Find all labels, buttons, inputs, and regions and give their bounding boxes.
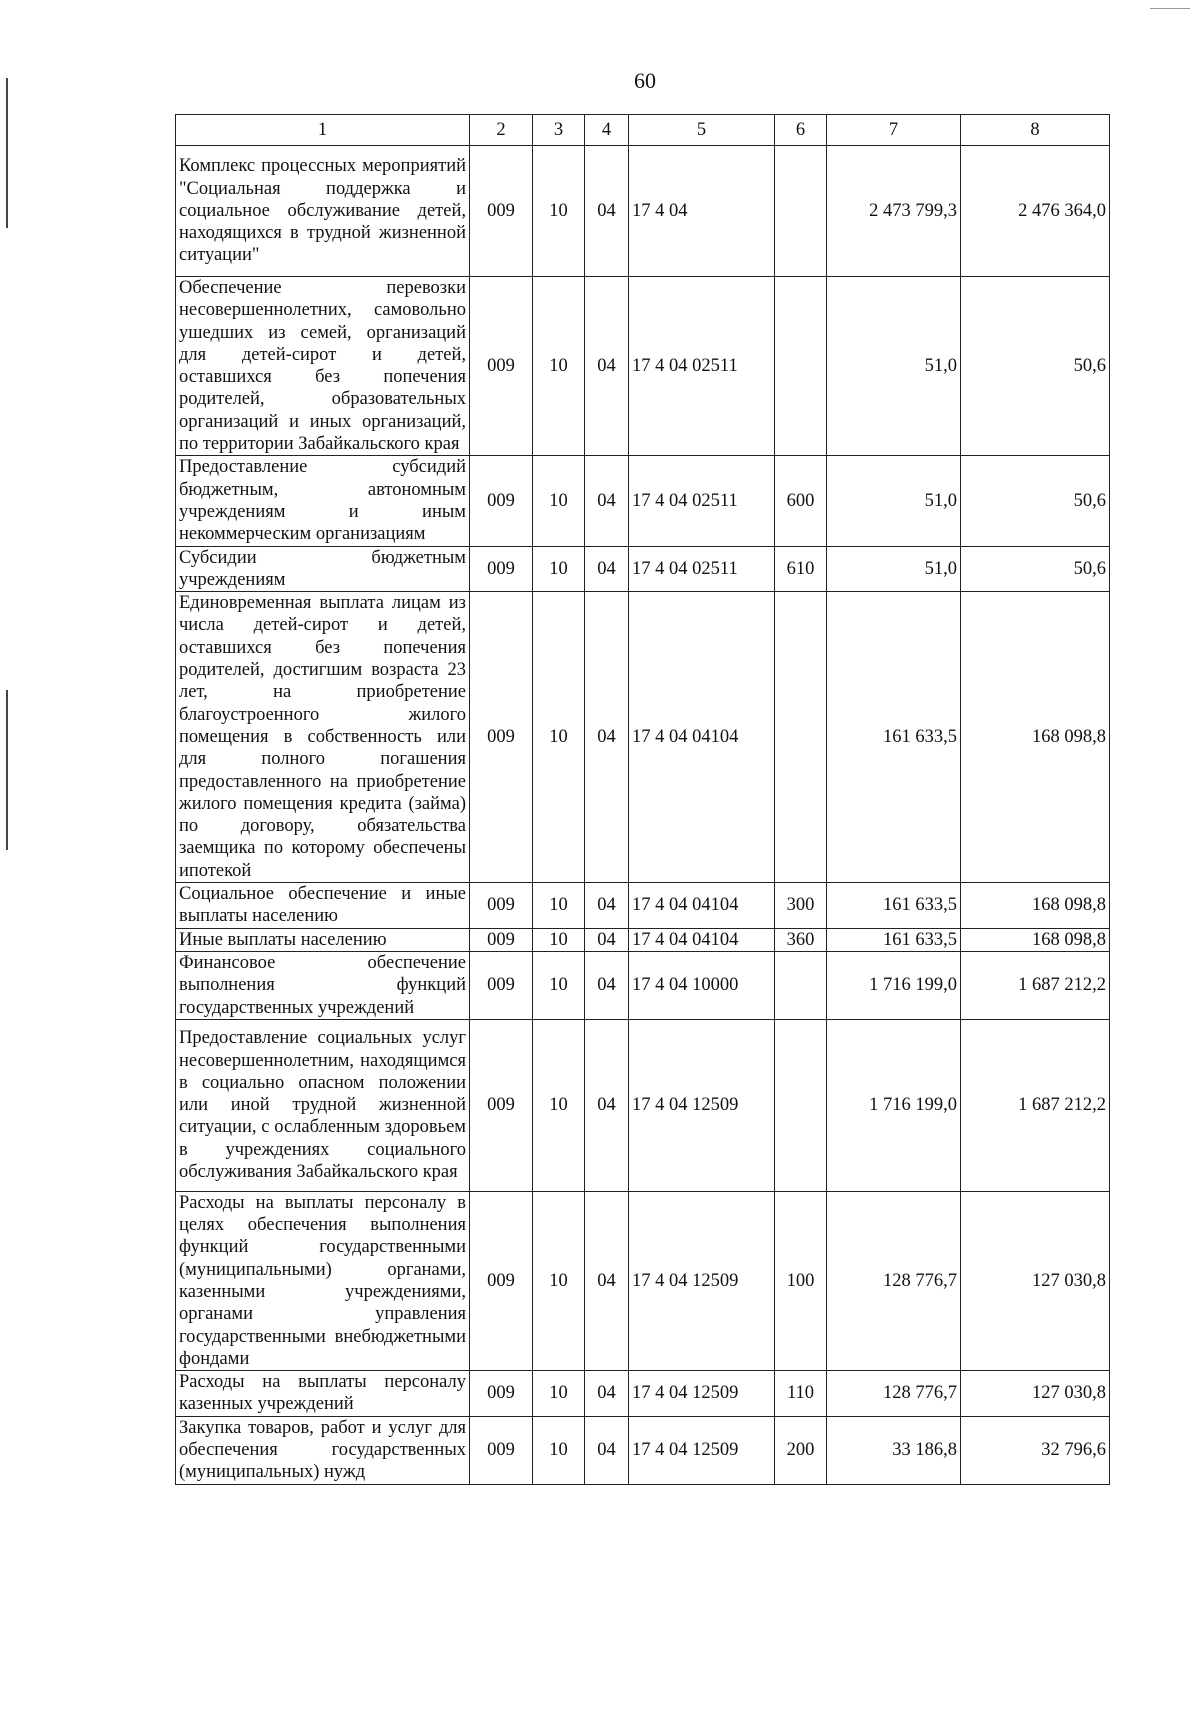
subsection-code: 04 <box>585 928 629 951</box>
target-article-code: 17 4 04 02511 <box>629 277 775 456</box>
amount-column-7: 1 716 199,0 <box>827 1019 961 1191</box>
table-row <box>176 1371 1110 1417</box>
header-cell: 7 <box>827 115 961 146</box>
expense-type-code: 610 <box>775 546 827 592</box>
amount-column-8: 168 098,8 <box>961 928 1110 951</box>
row-name: Обеспечение перевозки несовершеннолетних, самовольно ушедших из семей, организаций для детей-сирот и детей, оставшихся без попечения родителей, образовательных организаций и иных организаций, по территории Забайкальского края <box>176 277 470 456</box>
expense-type-code <box>775 277 827 456</box>
amount-column-8: 50,6 <box>961 277 1110 456</box>
target-article-code: 17 4 04 04104 <box>629 928 775 951</box>
target-article-code: 17 4 04 10000 <box>629 951 775 1019</box>
amount-column-7: 1 716 199,0 <box>827 951 961 1019</box>
table-row <box>176 592 1110 883</box>
amount-column-7: 51,0 <box>827 277 961 456</box>
amount-column-7: 128 776,7 <box>827 1191 961 1370</box>
section-code: 10 <box>533 928 585 951</box>
table-row <box>176 1416 1110 1484</box>
table-row <box>176 146 1110 277</box>
subsection-code: 04 <box>585 277 629 456</box>
amount-column-7: 161 633,5 <box>827 928 961 951</box>
subsection-code: 04 <box>585 146 629 277</box>
row-name: Закупка товаров, работ и услуг для обеспечения государственных (муниципальных) нужд <box>176 1416 470 1484</box>
amount-column-7: 33 186,8 <box>827 1416 961 1484</box>
section-code: 10 <box>533 1019 585 1191</box>
amount-column-7: 128 776,7 <box>827 1371 961 1417</box>
scan-margin-line <box>1150 8 1190 9</box>
table-body <box>176 146 1110 1485</box>
amount-column-8: 50,6 <box>961 546 1110 592</box>
row-name: Единовременная выплата лицам из числа детей-сирот и детей, оставшихся без попечения родителей, достигшим возраста 23 лет, на приобретение благоустроенного жилого помещения в собственность или для полного погашения предоставленного на приобретение жилого помещения кредита (займа) по договору, обязательства заемщика по которому обеспечены ипотекой <box>176 592 470 883</box>
section-code: 10 <box>533 546 585 592</box>
header-cell: 2 <box>470 115 533 146</box>
ministry-code: 009 <box>470 1416 533 1484</box>
page-number: 60 <box>634 68 656 93</box>
subsection-code: 04 <box>585 592 629 883</box>
expense-type-code: 200 <box>775 1416 827 1484</box>
budget-table <box>175 114 1110 1485</box>
subsection-code: 04 <box>585 456 629 546</box>
section-code: 10 <box>533 1371 585 1417</box>
table-row <box>176 456 1110 546</box>
amount-column-7: 2 473 799,3 <box>827 146 961 277</box>
amount-column-7: 161 633,5 <box>827 592 961 883</box>
ministry-code: 009 <box>470 546 533 592</box>
amount-column-8: 168 098,8 <box>961 592 1110 883</box>
target-article-code: 17 4 04 02511 <box>629 456 775 546</box>
scan-margin-line <box>6 690 8 850</box>
amount-column-8: 127 030,8 <box>961 1371 1110 1417</box>
expense-type-code <box>775 1019 827 1191</box>
amount-column-8: 127 030,8 <box>961 1191 1110 1370</box>
section-code: 10 <box>533 277 585 456</box>
header-cell: 4 <box>585 115 629 146</box>
scan-margin-line <box>6 78 8 228</box>
target-article-code: 17 4 04 <box>629 146 775 277</box>
target-article-code: 17 4 04 12509 <box>629 1416 775 1484</box>
ministry-code: 009 <box>470 146 533 277</box>
table-row <box>176 1191 1110 1370</box>
table-row <box>176 1019 1110 1191</box>
row-name: Финансовое обеспечение выполнения функций государственных учреждений <box>176 951 470 1019</box>
row-name: Расходы на выплаты персоналу в целях обеспечения выполнения функций государственными (муниципальными) органами, казенными учреждениями, органами управления государственными внебюджетными фондами <box>176 1191 470 1370</box>
ministry-code: 009 <box>470 1019 533 1191</box>
target-article-code: 17 4 04 04104 <box>629 592 775 883</box>
section-code: 10 <box>533 456 585 546</box>
amount-column-8: 168 098,8 <box>961 883 1110 929</box>
expense-type-code <box>775 146 827 277</box>
subsection-code: 04 <box>585 1191 629 1370</box>
amount-column-8: 1 687 212,2 <box>961 951 1110 1019</box>
subsection-code: 04 <box>585 1416 629 1484</box>
row-name: Иные выплаты населению <box>176 928 470 951</box>
row-name: Предоставление субсидий бюджетным, автономным учреждениям и иным некоммерческим организациям <box>176 456 470 546</box>
amount-column-7: 161 633,5 <box>827 883 961 929</box>
amount-column-7: 51,0 <box>827 546 961 592</box>
table-row <box>176 277 1110 456</box>
expense-type-code <box>775 951 827 1019</box>
amount-column-8: 50,6 <box>961 456 1110 546</box>
table-row <box>176 883 1110 929</box>
section-code: 10 <box>533 592 585 883</box>
target-article-code: 17 4 04 12509 <box>629 1371 775 1417</box>
expense-type-code <box>775 592 827 883</box>
subsection-code: 04 <box>585 1019 629 1191</box>
amount-column-8: 2 476 364,0 <box>961 146 1110 277</box>
ministry-code: 009 <box>470 951 533 1019</box>
ministry-code: 009 <box>470 1191 533 1370</box>
expense-type-code: 110 <box>775 1371 827 1417</box>
header-cell: 5 <box>629 115 775 146</box>
row-name: Комплекс процессных мероприятий "Социальная поддержка и социальное обслуживание детей, находящихся в трудной жизненной ситуации" <box>176 146 470 277</box>
subsection-code: 04 <box>585 1371 629 1417</box>
row-name: Субсидии бюджетным учреждениям <box>176 546 470 592</box>
expense-type-code: 600 <box>775 456 827 546</box>
section-code: 10 <box>533 1191 585 1370</box>
header-cell: 1 <box>176 115 470 146</box>
table-row <box>176 928 1110 951</box>
header-cell: 8 <box>961 115 1110 146</box>
ministry-code: 009 <box>470 1371 533 1417</box>
subsection-code: 04 <box>585 951 629 1019</box>
header-cell: 6 <box>775 115 827 146</box>
ministry-code: 009 <box>470 883 533 929</box>
ministry-code: 009 <box>470 277 533 456</box>
section-code: 10 <box>533 146 585 277</box>
section-code: 10 <box>533 951 585 1019</box>
amount-column-7: 51,0 <box>827 456 961 546</box>
section-code: 10 <box>533 1416 585 1484</box>
ministry-code: 009 <box>470 592 533 883</box>
ministry-code: 009 <box>470 928 533 951</box>
row-name: Расходы на выплаты персоналу казенных учреждений <box>176 1371 470 1417</box>
expense-type-code: 360 <box>775 928 827 951</box>
row-name: Социальное обеспечение и иные выплаты населению <box>176 883 470 929</box>
ministry-code: 009 <box>470 456 533 546</box>
target-article-code: 17 4 04 12509 <box>629 1019 775 1191</box>
header-cell: 3 <box>533 115 585 146</box>
expense-type-code: 100 <box>775 1191 827 1370</box>
table-row <box>176 951 1110 1019</box>
table-row <box>176 546 1110 592</box>
amount-column-8: 1 687 212,2 <box>961 1019 1110 1191</box>
target-article-code: 17 4 04 02511 <box>629 546 775 592</box>
expense-type-code: 300 <box>775 883 827 929</box>
amount-column-8: 32 796,6 <box>961 1416 1110 1484</box>
table-header-row <box>176 115 1110 146</box>
subsection-code: 04 <box>585 546 629 592</box>
target-article-code: 17 4 04 12509 <box>629 1191 775 1370</box>
section-code: 10 <box>533 883 585 929</box>
row-name: Предоставление социальных услуг несовершеннолетним, находящимся в социально опасном положении или иной трудной жизненной ситуации, с ослабленным здоровьем в учреждениях социального обслуживания Забайкальского края <box>176 1019 470 1191</box>
target-article-code: 17 4 04 04104 <box>629 883 775 929</box>
subsection-code: 04 <box>585 883 629 929</box>
